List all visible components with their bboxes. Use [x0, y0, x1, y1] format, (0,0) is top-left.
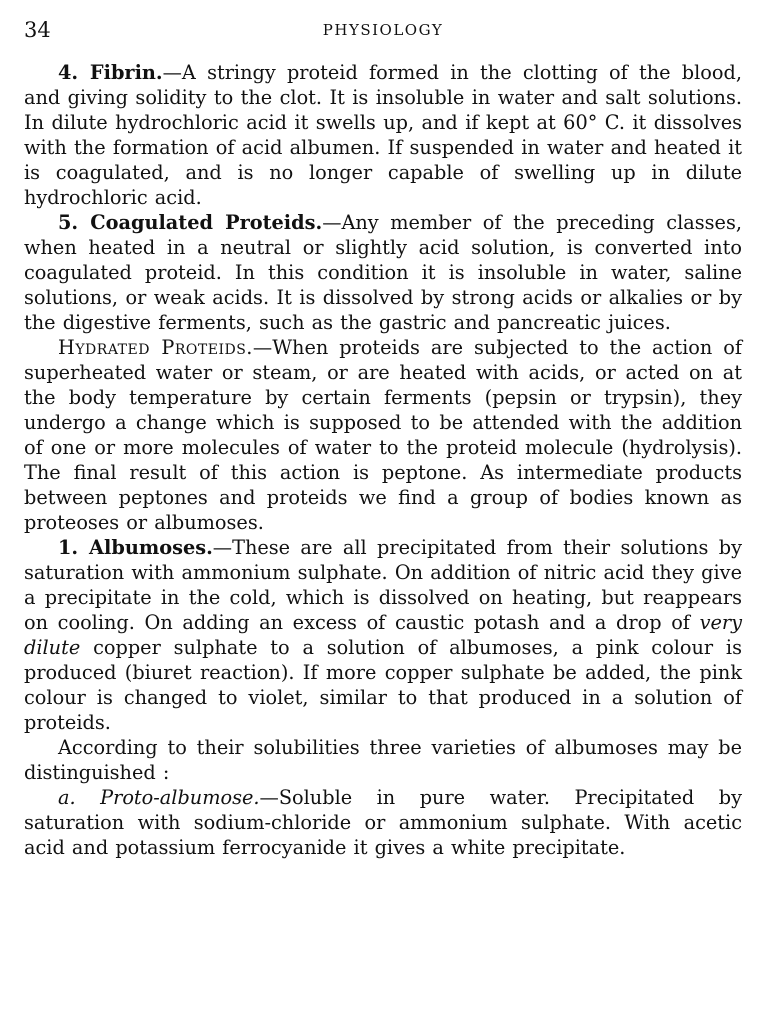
label-proto-albumose: a. — [58, 786, 76, 809]
paragraph-coagulated-proteids — [24, 210, 742, 335]
text-albumoses-part-1: —These are all precipitated from their solutions by saturation with ammonium sulphate. On addition of nitric acid they give a precipitate in the cold, which is dissolved on heating, but reappears on cooling. On adding an excess of caustic potash and a drop of — [24, 536, 742, 634]
heading-albumoses: 1. Albumoses. — [58, 536, 213, 559]
paragraph-fibrin — [24, 60, 742, 210]
text-proto-albumose: —Soluble in pure water. Precipitated by saturation with sodium-chloride or ammonium sulphate. With acetic acid and potassium ferrocyanide it gives a white precipitate. — [24, 786, 742, 859]
paragraph-albumoses — [24, 535, 742, 735]
page-body — [24, 60, 742, 860]
text-solubilities: According to their solubilities three varieties of albumoses may be distinguished : — [24, 736, 742, 784]
heading-coagulated-proteids: 5. Coagulated Proteids. — [58, 211, 323, 234]
heading-hydrated-proteids: Hydrated Proteids. — [58, 336, 253, 359]
heading-fibrin: 4. Fibrin. — [58, 61, 163, 84]
page-header — [24, 18, 742, 44]
text-coagulated-proteids: —Any member of the preceding classes, when heated in a neutral or slightly acid solution, is converted into coagulated proteid. In this condition it is insoluble in water, saline solutions, or weak acids. It is dissolved by strong acids or alkalies or by the digestive ferments, such as the gastric and pancreatic juices. — [24, 211, 742, 334]
paragraph-hydrated-proteids — [24, 335, 742, 535]
paragraph-proto-albumose — [24, 785, 742, 860]
running-head: PHYSIOLOGY — [322, 21, 444, 39]
text-albumoses-emphasis: very dilute — [24, 611, 742, 659]
text-fibrin: —A stringy proteid formed in the clotting of the blood, and giving solidity to the clot. It is insoluble in water and salt solutions. In dilute hydrochloric acid it swells up, and if kept at 60° C. it dissolves with the formation of acid albumen. If suspended in water and heated it is coagulated, and is no longer capable of swelling up in dilute hydrochloric acid. — [24, 61, 742, 209]
page-number: 34 — [24, 18, 51, 42]
text-albumoses-part-2: copper sulphate to a solution of albumoses, a pink colour is produced (biuret reaction). If more copper sulphate be added, the pink colour is changed to violet, similar to that produced in a solution of proteids. — [24, 636, 742, 734]
term-proto-albumose: Proto-albumose. — [100, 786, 260, 809]
paragraph-solubilities — [24, 735, 742, 785]
text-hydrated-proteids: —When proteids are subjected to the action of superheated water or steam, or are heated with acids, or acted on at the body temperature by certain ferments (pepsin or trypsin), they undergo a change which is supposed to be attended with the addition of one or more molecules of water to the proteid molecule (hydrolysis). The final result of this action is peptone. As intermediate products between peptones and proteids we find a group of bodies known as proteoses or albumoses. — [24, 336, 742, 534]
